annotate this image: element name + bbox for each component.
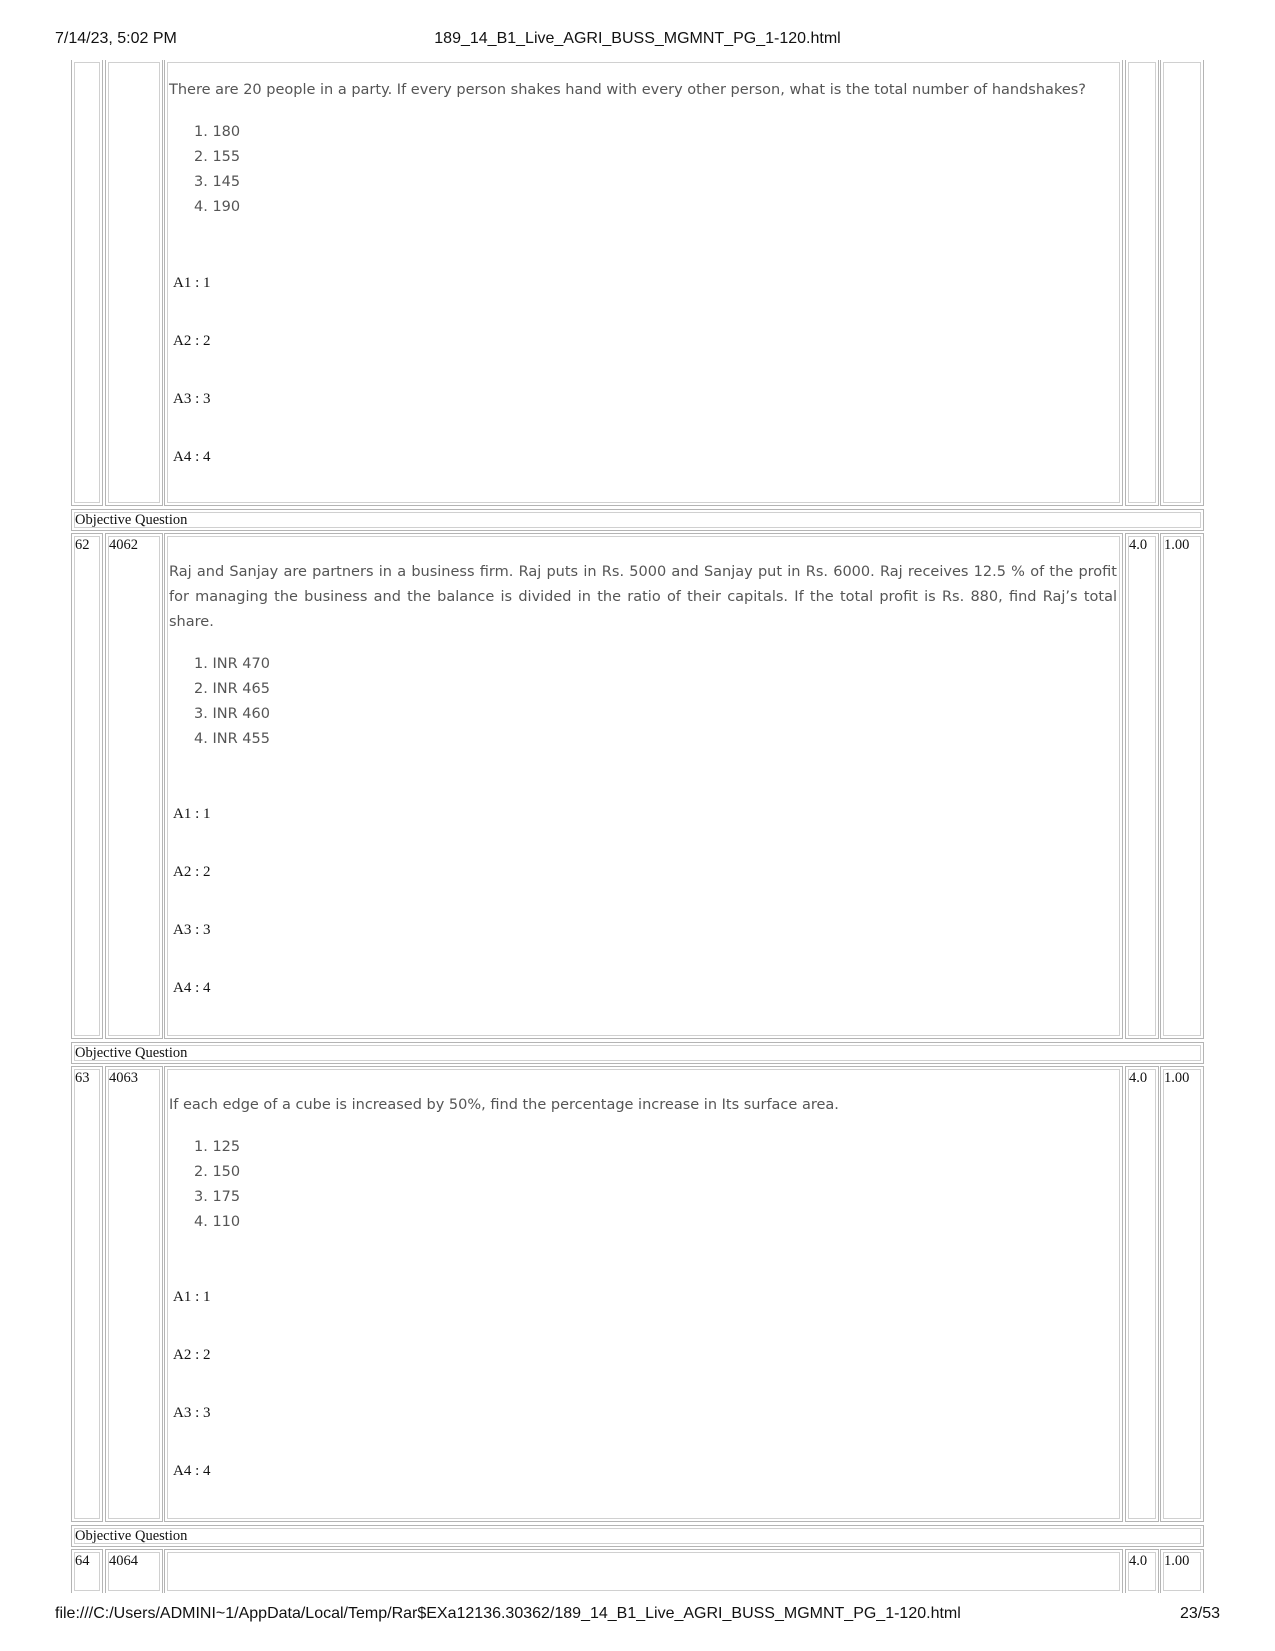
option-item: 3. 175 <box>194 1189 241 1205</box>
cell-question-body <box>164 1066 1123 1522</box>
option-item: 2. INR 465 <box>194 681 270 697</box>
question-type-row <box>71 509 1204 531</box>
cell-question-body <box>164 533 1123 1039</box>
cell-number <box>71 60 103 506</box>
cell-id <box>105 60 163 506</box>
cell-number <box>71 1066 103 1522</box>
question-text: Raj and Sanjay are partners in a business firm. Raj puts in Rs. 5000 and Sanjay put in Rs. 6000. Raj receives 12.5 % of the profit for managing the business and the balance is divided in the ratio of their capitals. If the total profit is Rs. 880, find Raj’s total share. <box>169 564 1117 630</box>
cell-id <box>105 1066 163 1522</box>
question-type-row <box>71 1042 1204 1064</box>
cell-negative-marks <box>1160 533 1204 1039</box>
question-type-label: Objective Question <box>75 1528 188 1544</box>
cell-marks <box>1125 60 1159 506</box>
answer-line: A3 : 3 <box>173 391 211 407</box>
cell-negative-marks <box>1160 60 1204 506</box>
cell-number <box>71 1549 103 1593</box>
cell-negative-marks <box>1160 1549 1204 1593</box>
marks-value: 4.0 <box>1129 537 1148 553</box>
option-item: 2. 155 <box>194 149 241 165</box>
print-datetime: 7/14/23, 5:02 PM <box>55 30 177 47</box>
answer-line: A1 : 1 <box>173 275 211 291</box>
answer-line: A4 : 4 <box>173 449 211 465</box>
answer-line: A1 : 1 <box>173 806 211 822</box>
answer-line: A1 : 1 <box>173 1289 211 1305</box>
question-number: 63 <box>75 1070 90 1086</box>
answer-line: A3 : 3 <box>173 1405 211 1421</box>
option-item: 1. INR 470 <box>194 656 270 672</box>
option-item: 2. 150 <box>194 1164 241 1180</box>
question-number: 64 <box>75 1553 90 1569</box>
option-item: 1. 125 <box>194 1139 241 1155</box>
question-type-label: Objective Question <box>75 1045 188 1061</box>
cell-id <box>105 533 163 1039</box>
negative-marks-value: 1.00 <box>1164 1553 1190 1569</box>
print-document-title: 189_14_B1_Live_AGRI_BUSS_MGMNT_PG_1-120.html <box>434 30 841 47</box>
answer-line: A4 : 4 <box>173 1463 211 1479</box>
question-number: 62 <box>75 537 90 553</box>
cell-question-body <box>164 60 1123 506</box>
option-item: 4. INR 455 <box>194 731 270 747</box>
cell-number <box>71 533 103 1039</box>
option-item: 4. 190 <box>194 199 241 215</box>
option-item: 1. 180 <box>194 124 241 140</box>
negative-marks-value: 1.00 <box>1164 537 1190 553</box>
cell-marks <box>1125 1066 1159 1522</box>
option-item: 3. INR 460 <box>194 706 270 722</box>
cell-negative-marks <box>1160 1066 1204 1522</box>
question-id: 4064 <box>109 1553 138 1569</box>
cell-marks <box>1125 1549 1159 1593</box>
question-text: There are 20 people in a party. If every person shakes hand with every other person, what is the total number of handshakes? <box>169 82 1086 98</box>
answer-line: A2 : 2 <box>173 333 211 349</box>
negative-marks-value: 1.00 <box>1164 1070 1190 1086</box>
answer-line: A4 : 4 <box>173 980 211 996</box>
question-type-row <box>71 1525 1204 1547</box>
question-text: If each edge of a cube is increased by 50%, find the percentage increase in Its surface area. <box>169 1097 839 1113</box>
cell-id <box>105 1549 163 1593</box>
answer-line: A2 : 2 <box>173 864 211 880</box>
question-type-label: Objective Question <box>75 512 188 528</box>
marks-value: 4.0 <box>1129 1070 1148 1086</box>
option-item: 3. 145 <box>194 174 241 190</box>
marks-value: 4.0 <box>1129 1553 1148 1569</box>
print-page-number: 23/53 <box>1179 1605 1220 1622</box>
cell-question-body <box>164 1549 1123 1593</box>
answer-line: A3 : 3 <box>173 922 211 938</box>
cell-marks <box>1125 533 1159 1039</box>
question-id: 4062 <box>109 537 138 553</box>
option-item: 4. 110 <box>194 1214 241 1230</box>
answer-line: A2 : 2 <box>173 1347 211 1363</box>
print-file-path: file:///C:/Users/ADMINI~1/AppData/Local/Temp/Rar$EXa12136.30362/189_14_B1_Live_AGRI_BUSS_MGMNT_PG_1-120.html <box>55 1605 961 1622</box>
question-id: 4063 <box>109 1070 138 1086</box>
